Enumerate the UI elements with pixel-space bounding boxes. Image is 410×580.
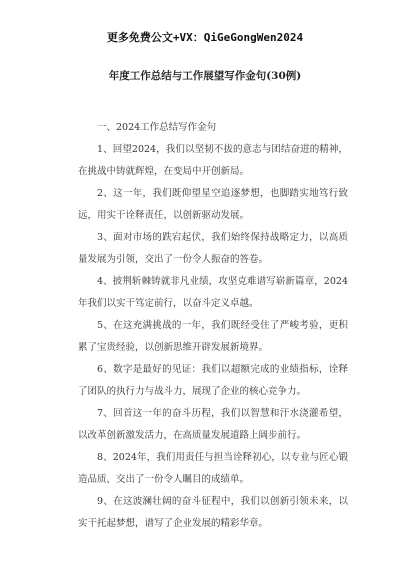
promo-header: 更多免费公文+VX：QiGeGongWen2024	[106, 31, 304, 44]
section-heading: 一、2024工作总结写作金句	[97, 122, 217, 133]
document-body	[78, 117, 348, 535]
paragraph-2: 2、这一年，我们既仰望星空追逐梦想，也脚踏实地笃行致远，用实干诠释责任，以创新驱动发展。	[78, 188, 348, 221]
paragraph-8: 8、2024年，我们用责任与担当诠释初心，以专业与匠心锻造品质，交出了一份令人瞩目的成绩单。	[78, 452, 348, 485]
paragraph-3: 3、面对市场的跌宕起伏，我们始终保持战略定力，以高质量发展为引领，交出了一份令人振奋的答卷。	[78, 232, 348, 265]
paragraph-1: 1、回望2024，我们以坚韧不拔的意志与团结奋进的精神，在挑战中铸就辉煌，在变局中开创新局。	[78, 144, 348, 177]
paragraph-5: 5、在这充满挑战的一年，我们既经受住了严峻考验，更积累了宝贵经验，以创新思维开辟发展新境界。	[78, 320, 348, 353]
paragraph-7: 7、回首这一年的奋斗历程，我们以智慧和汗水浇灌希望，以改革创新激发活力，在高质量发展道路上阔步前行。	[78, 408, 348, 441]
paragraph-4: 4、披荆斩棘铸就非凡业绩，攻坚克难谱写崭新篇章，2024年我们以实干笃定前行，以奋斗定义卓越。	[78, 276, 348, 309]
paragraph-6: 6、数字是最好的见证：我们以超额完成的业绩指标，诠释了团队的执行力与战斗力，展现了企业的核心竞争力。	[78, 364, 348, 397]
paragraph-9: 9、在这波澜壮阔的奋斗征程中，我们以创新引领未来，以实干托起梦想，谱写了企业发展的精彩华章。	[78, 496, 348, 529]
document-title: 年度工作总结与工作展望写作金句(30例)	[108, 70, 302, 82]
